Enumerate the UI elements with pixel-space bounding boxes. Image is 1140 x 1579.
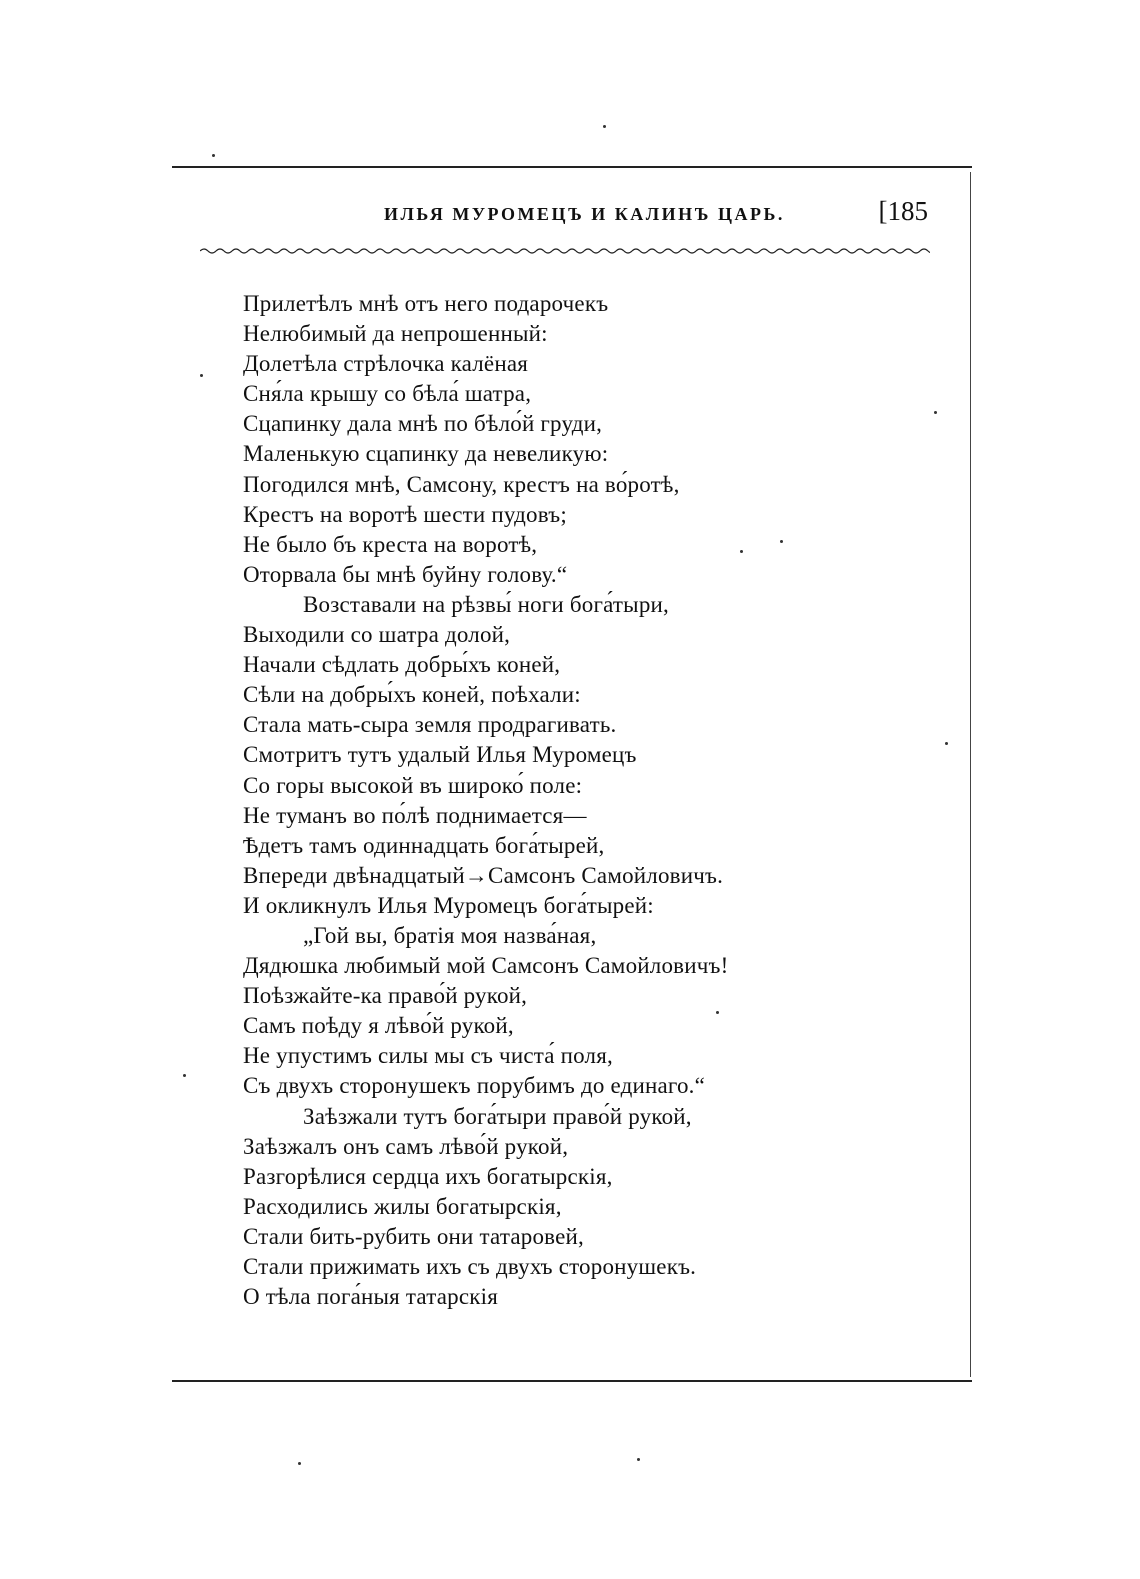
- verse-line: Стала мать-сыра земля продрагивать.: [243, 712, 617, 738]
- bottom-rule: [172, 1380, 972, 1382]
- verse-line: Стали прижимать ихъ съ двухъ сторонушекъ.: [243, 1254, 697, 1279]
- verse-line: Маленькую сцапинку да невеликую:: [243, 441, 609, 467]
- right-margin-rule: [970, 172, 971, 1377]
- scan-speck: [212, 154, 215, 157]
- page-number: [185: [878, 196, 928, 226]
- verse-line: Крестъ на воротѣ шести пудовъ;: [243, 501, 567, 527]
- verse-text: [243, 289, 943, 1312]
- verse-line: Не было бъ креста на воротѣ,: [243, 531, 538, 557]
- verse-line: Начали сѣдлать добры́хъ коней,: [243, 652, 561, 678]
- scan-speck: [183, 1074, 186, 1077]
- scan-speck: [945, 742, 948, 745]
- verse-line: Не упустимъ силы мы съ чиста́ поля,: [243, 1043, 613, 1069]
- verse-line: Оторвала бы мнѣ буйну голову.“: [243, 561, 568, 587]
- scan-speck: [934, 411, 937, 414]
- verse-line: Самъ поѣду я лѣво́й рукой,: [243, 1013, 514, 1039]
- scan-speck: [716, 1011, 719, 1014]
- verse-line: О тѣла пога́ныя татарскія: [243, 1284, 499, 1310]
- verse-line: Не туманъ во по́лѣ поднимается—: [243, 802, 587, 828]
- verse-line: Расходились жилы богатырскія,: [243, 1193, 562, 1219]
- verse-line: „Гой вы, братія моя назва́ная,: [303, 922, 597, 948]
- scan-speck: [603, 125, 606, 128]
- verse-line: Разгорѣлися сердца ихъ богатырскія,: [243, 1163, 613, 1189]
- verse-line: Прилетѣлъ мнѣ отъ него подарочекъ: [243, 291, 609, 316]
- verse-line: Сцапинку дала мнѣ по бѣло́й груди,: [243, 411, 603, 437]
- verse-line: Со горы высокой въ широко́ поле:: [243, 772, 583, 798]
- verse-line: Ѣдетъ тамъ одиннадцать бога́тырей,: [243, 832, 605, 858]
- scan-speck: [637, 1458, 640, 1461]
- scan-speck: [298, 1462, 301, 1465]
- verse-line: Сѣли на добры́хъ коней, поѣхали:: [243, 682, 581, 708]
- verse-line: Поѣзжайте-ка право́й рукой,: [243, 983, 528, 1009]
- top-rule: [172, 166, 972, 168]
- verse-line: Заѣзжалъ онъ самъ лѣво́й рукой,: [243, 1133, 569, 1159]
- verse-line: Заѣзжали тутъ бога́тыри право́й рукой,: [303, 1103, 692, 1129]
- verse-line: Смотритъ тутъ удалый Илья Муромецъ: [243, 742, 637, 768]
- page-header: [200, 196, 930, 236]
- verse-line: Сня́ла крышу со бѣла́ шатра,: [243, 381, 532, 407]
- running-title: ИЛЬЯ МУРОМЕЦЪ И КАЛИНЪ ЦАРЬ.: [384, 204, 785, 224]
- verse-line: Долетѣла стрѣлочка калёная: [243, 351, 529, 377]
- verse-line: Выходили со шатра долой,: [243, 622, 511, 648]
- scan-speck: [740, 550, 743, 553]
- verse-line: Стали бить-рубить они татаровей,: [243, 1223, 584, 1249]
- verse-line: Впереди двѣнадцатый→Самсонъ Самойловичъ.: [243, 862, 724, 888]
- verse-line: Дядюшка любимый мой Самсонъ Самойловичъ!: [243, 953, 729, 979]
- decorative-wave-divider: [200, 244, 930, 258]
- verse-line: Съ двухъ сторонушекъ порубимъ до единаго.“: [243, 1073, 706, 1099]
- scan-speck: [780, 540, 783, 543]
- verse-line: И окликнулъ Илья Муромецъ бога́тырей:: [243, 892, 654, 918]
- verse-line: Нелюбимый да непрошенный:: [243, 321, 548, 347]
- scan-speck: [200, 374, 203, 377]
- verse-line: Возставали на рѣзвы́ ноги бога́тыри,: [303, 591, 669, 617]
- verse-line: Погодился мнѣ, Самсону, крестъ на во́ротѣ,: [243, 471, 680, 497]
